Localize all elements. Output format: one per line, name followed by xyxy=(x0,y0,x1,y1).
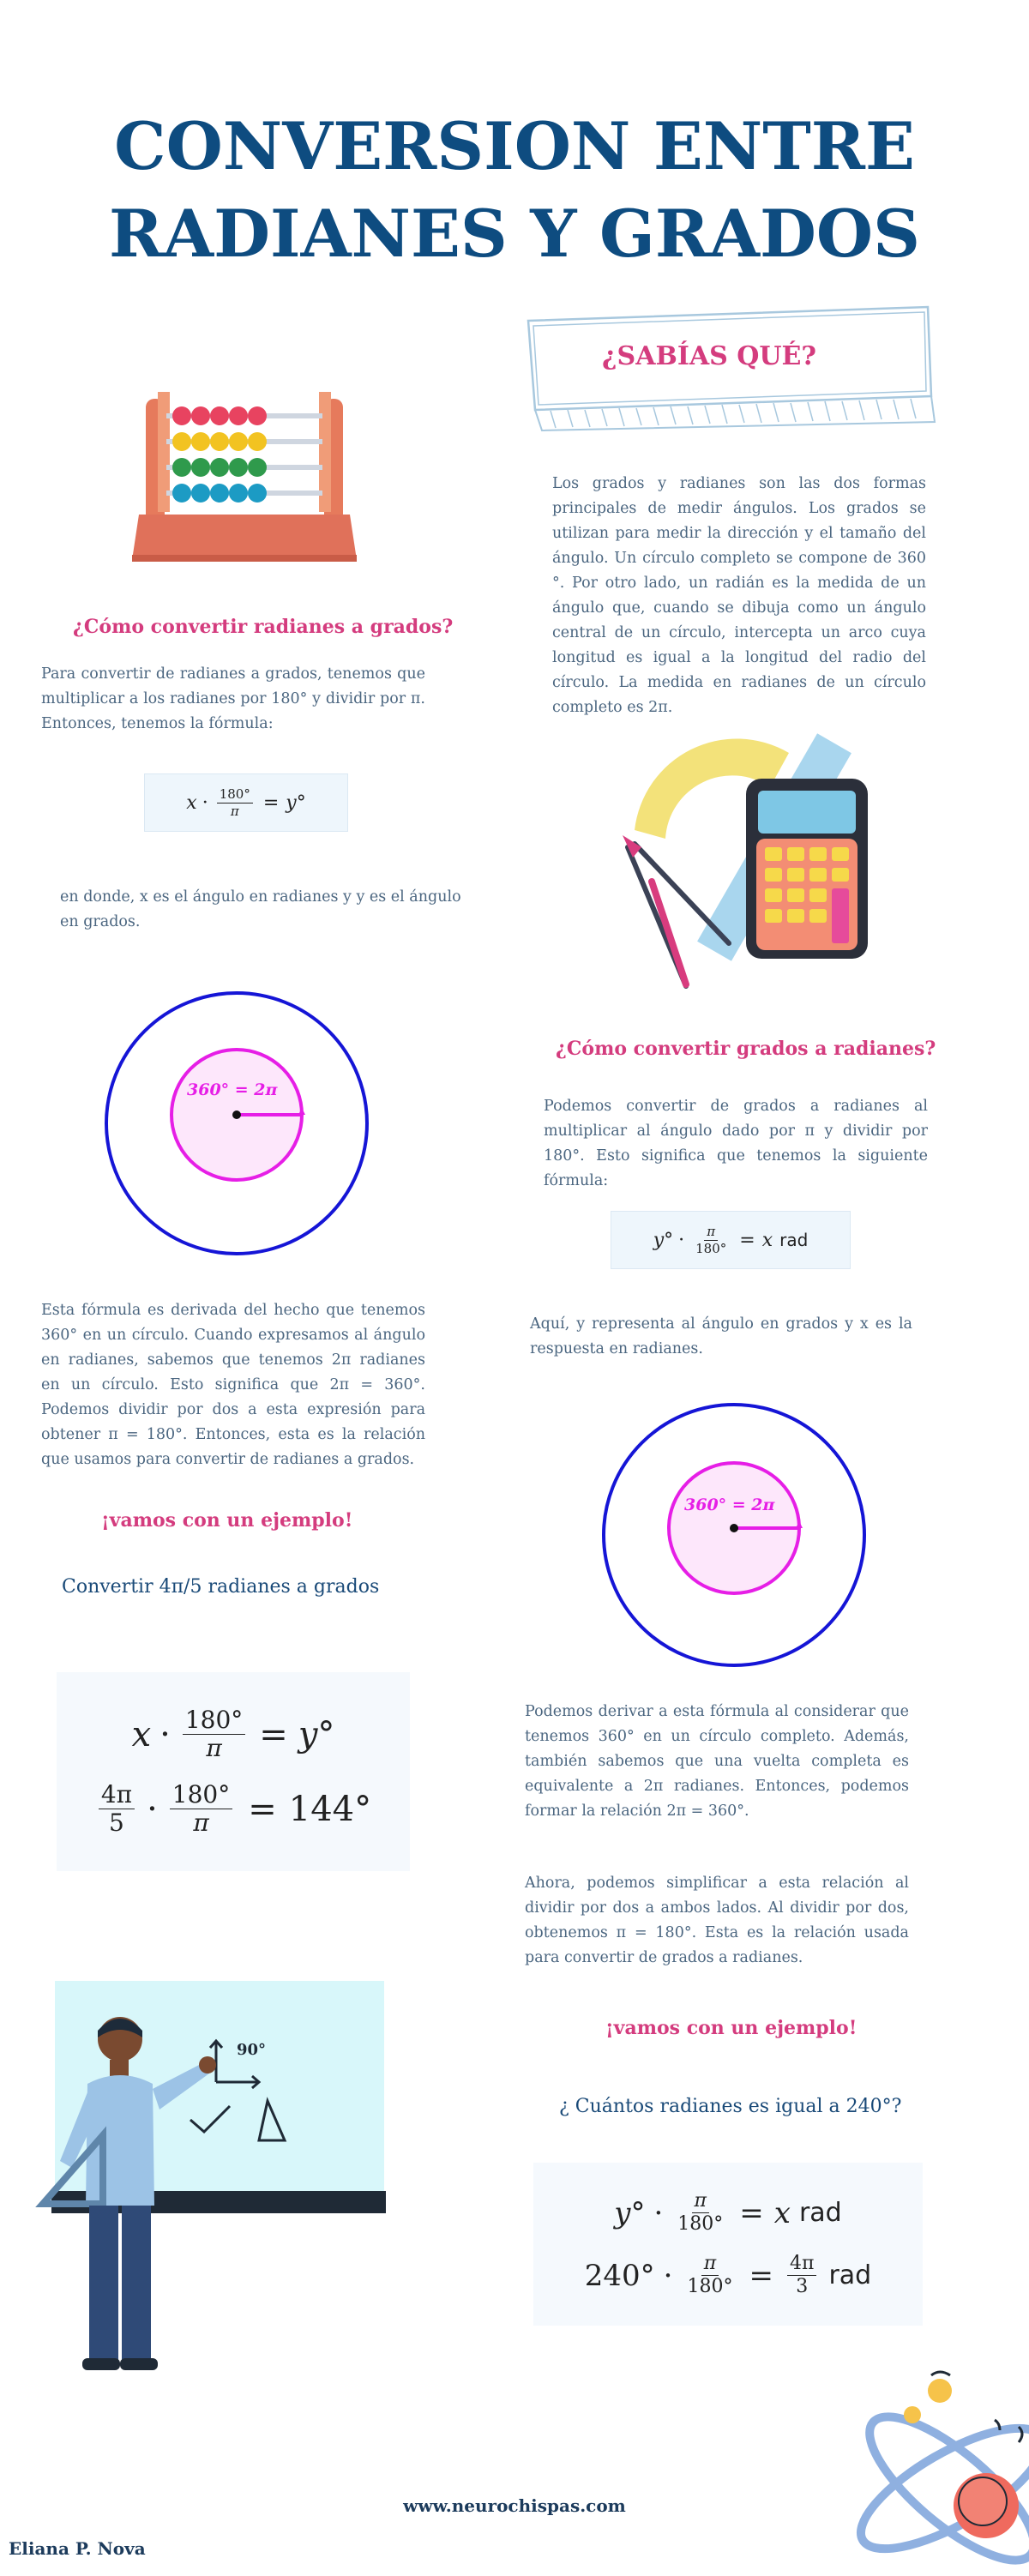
deg-to-rad-explanation-1: Podemos derivar a esta fórmula al considerar que tenemos 360° en un círculo completo. Además, también sabemos que una vuelta completa es equivalente a 2π radianes. Entonces, podemos formar la relación 2π = 360°. xyxy=(525,1703,909,1820)
formula-fraction xyxy=(684,2254,735,2296)
circle-diagram-icon xyxy=(101,988,372,1259)
deg-to-rad-heading: ¿Cómo convertir grados a radianes? xyxy=(556,1038,936,1060)
deg-to-rad-intro: Podemos convertir de grados a radianes al multiplicar al ángulo dado por π y dividir por 180°. Esto significa que tenemos la siguiente fórmula: xyxy=(544,1098,928,1189)
rad-to-deg-example-text: Convertir 4π/5 radianes a grados xyxy=(62,1576,380,1598)
example-line-2 xyxy=(95,1780,372,1837)
example-line-1 xyxy=(132,1708,335,1760)
formula-var-x: x xyxy=(186,791,197,814)
atom-illustration xyxy=(823,2360,1029,2573)
deg-to-rad-example-heading: ¡vamos con un ejemplo! xyxy=(605,2017,858,2039)
rad-to-deg-example-heading: ¡vamos con un ejemplo! xyxy=(101,1509,353,1532)
formula-var-x: x xyxy=(131,1714,152,1754)
fraction-denominator: 180° xyxy=(695,1240,727,1256)
rad-to-deg-heading: ¿Cómo convertir radianes a grados? xyxy=(73,616,454,638)
fraction-numerator: π xyxy=(704,1225,718,1241)
formula-equals: = xyxy=(749,2258,773,2293)
formula-var-y: y° xyxy=(614,2195,646,2230)
sabias-que-heading: ¿SABÍAS QUÉ? xyxy=(601,341,817,371)
abacus-illustration xyxy=(129,364,360,566)
fraction-denominator: 5 xyxy=(109,1809,124,1837)
sabias-que-text: Los grados y radianes son las dos formas principales de medir ángulos. Los grados se utilizan para medir la dirección y el tamaño del ángulo. Un círculo completo se compone de 360 °. Por otro lado, un radián es la medida de un ángulo que, cuando se dibuja como un ángulo central de un círculo, intercepta un arco cuya longitud es igual a la longitud del radio del círculo. La medida en radianes de un círculo completo es 2π. xyxy=(552,475,926,716)
formula-fraction xyxy=(693,1225,729,1255)
formula-fraction xyxy=(183,1708,245,1760)
fraction-numerator: 180° xyxy=(183,1708,245,1735)
atom-icon xyxy=(823,2360,1029,2573)
fraction-denominator: 3 xyxy=(796,2276,809,2297)
footer-url[interactable]: www.neurochispas.com xyxy=(403,2495,626,2516)
fraction-numerator: 4π xyxy=(99,1783,135,1809)
deg-to-rad-where: Aquí, y representa al ángulo en grados y x es la respuesta en radianes. xyxy=(530,1315,912,1357)
formula-unit: rad xyxy=(828,2260,872,2290)
fraction-numerator: 4π xyxy=(787,2254,816,2276)
formula-equals: = xyxy=(739,2195,764,2230)
formula-fraction xyxy=(675,2192,725,2234)
formula-fraction xyxy=(99,1780,135,1837)
fraction-numerator: 180° xyxy=(217,788,253,803)
deg-to-rad-explanation-2: Ahora, podemos simplificar a esta relación al dividir por dos a ambos lados. Al dividir por dos, obtenemos π = 180°. Esta es la relación usada para convertir de grados a radianes. xyxy=(525,1875,909,1966)
fraction-numerator: π xyxy=(692,2192,709,2213)
formula-var-y: y° xyxy=(653,1229,674,1251)
calculator-ruler-compass-icon xyxy=(617,727,900,1002)
formula-dot: · xyxy=(159,1714,171,1754)
circle-diagram-left xyxy=(101,988,372,1259)
formula-unit: rad xyxy=(798,2198,842,2228)
circle-label-left: 360° = 2π xyxy=(187,1080,278,1099)
deg-to-rad-example-formula xyxy=(533,2163,923,2326)
fraction-denominator: π xyxy=(206,1734,222,1762)
formula-dot: · xyxy=(147,1789,158,1829)
fraction-denominator: 180° xyxy=(687,2276,733,2297)
formula-equals: = xyxy=(248,1789,277,1829)
rad-to-deg-intro: Para convertir de radianes a grados, tenemos que multiplicar a los radianes por 180° y dividir por π. Entonces, tenemos la fórmula: xyxy=(41,665,425,732)
teacher-at-board-icon xyxy=(34,1981,386,2384)
formula-equals: = xyxy=(259,1714,288,1754)
formula-equals: = xyxy=(262,791,280,814)
rad-to-deg-explanation: Esta fórmula es derivada del hecho que tenemos 360° en un círculo. Cuando expresamos al ángulo en radianes, sabemos que tenemos 2π radianes en un círculo. Esto significa que 2π = 360°. Podemos dividir por dos a esta expresión para obtener π = 180°. Entonces, esta es la relación que usamos para convertir de radianes a grados. xyxy=(41,1302,425,1468)
fraction-denominator: 180° xyxy=(677,2213,724,2235)
example-line-2 xyxy=(585,2254,871,2296)
formula-equals: = xyxy=(739,1229,755,1251)
abacus-icon xyxy=(129,364,360,566)
circle-diagram-icon xyxy=(599,1399,870,1670)
formula-var-y: y° xyxy=(298,1714,335,1754)
formula-var-x: x xyxy=(773,2195,791,2230)
deg-to-rad-example-text: ¿ Cuántos radianes es igual a 240°? xyxy=(559,2096,902,2117)
example-line-1 xyxy=(614,2192,841,2234)
author-name: Eliana P. Nova xyxy=(9,2538,146,2559)
formula-dot: · xyxy=(663,2258,673,2293)
fraction-numerator: 180° xyxy=(170,1783,232,1809)
page-title xyxy=(0,103,1029,278)
rad-to-deg-formula xyxy=(144,773,348,832)
formula-fraction xyxy=(217,785,253,819)
formula-dot: · xyxy=(678,1229,685,1251)
formula-var-x: x xyxy=(761,1229,773,1251)
circle-label-right: 360° = 2π xyxy=(684,1496,775,1514)
svg-text:90°: 90° xyxy=(237,2041,267,2059)
deg-to-rad-formula xyxy=(611,1211,851,1269)
formula-unit: rad xyxy=(779,1230,809,1250)
formula-result: 144° xyxy=(288,1789,372,1829)
fraction-numerator: π xyxy=(701,2254,719,2276)
formula-dot: · xyxy=(202,791,208,814)
circle-diagram-right xyxy=(599,1399,870,1670)
title-line-1: CONVERSION ENTRE xyxy=(114,108,915,184)
formula-value: 240° xyxy=(584,2258,655,2293)
teacher-illustration xyxy=(34,1981,386,2384)
title-line-2: RADIANES Y GRADOS xyxy=(108,196,921,272)
fraction-denominator: π xyxy=(230,803,239,819)
formula-dot: · xyxy=(653,2195,664,2230)
rad-to-deg-where: en donde, x es el ángulo en radianes y y es el ángulo en grados. xyxy=(60,888,461,930)
fraction-denominator: π xyxy=(193,1809,209,1837)
formula-fraction xyxy=(787,2254,816,2296)
formula-var-y: y° xyxy=(286,791,306,814)
calculator-illustration xyxy=(617,727,900,1002)
rad-to-deg-example-formula xyxy=(57,1672,410,1871)
formula-fraction xyxy=(170,1780,232,1837)
